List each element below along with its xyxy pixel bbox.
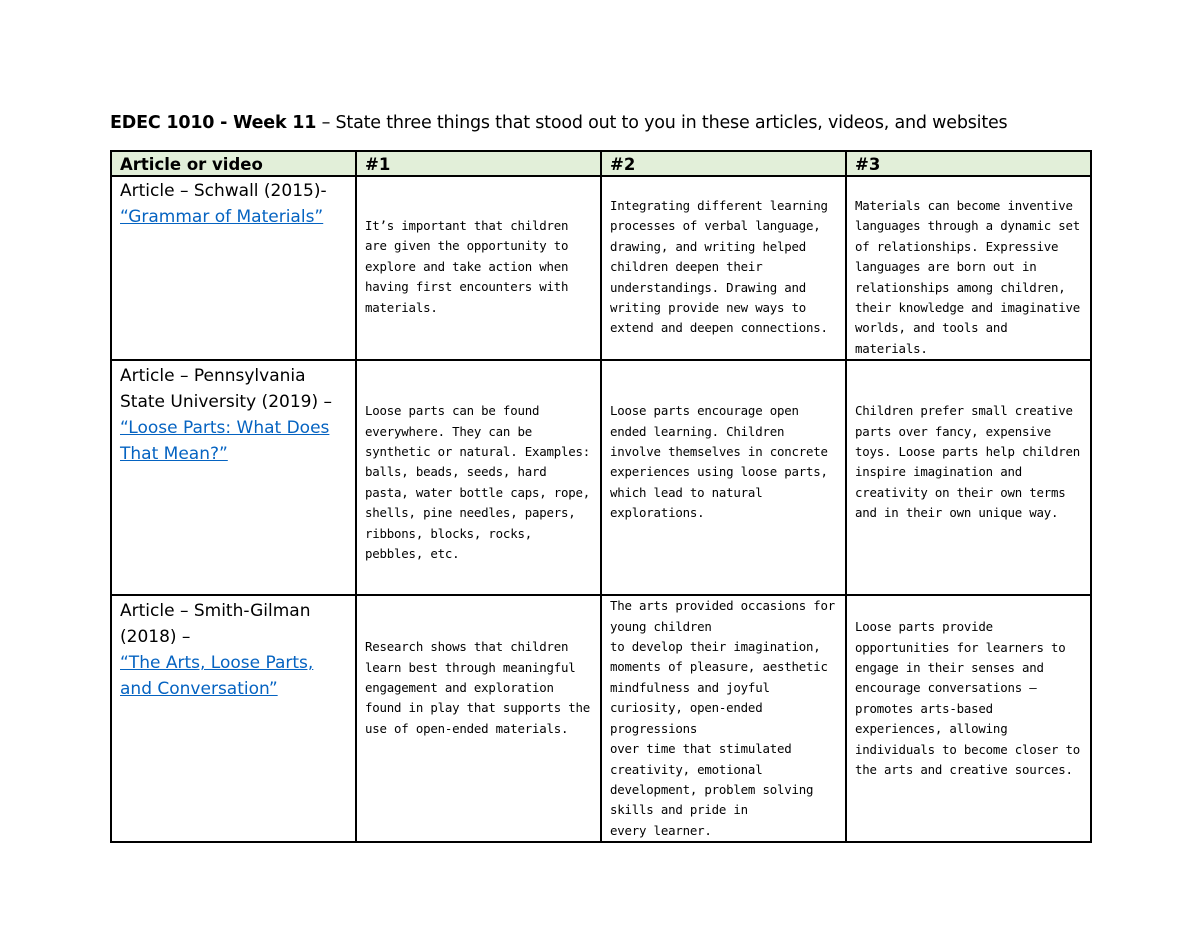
- note-text: The arts provided occasions for young children to develop their imagination, moments of pleasure, aesthetic mindfulness and joyful curiosity, open-ended progressions over time that stimulated creativity, emotional development, problem solving skills and pride in every learner.: [610, 598, 836, 838]
- document-title: [110, 113, 1007, 133]
- article-cell: [111, 595, 356, 842]
- note-text: Loose parts provide opportunities for learners to engage in their senses and encourage conversations – promotes arts-based experiences, allowing individuals to become closer to the arts and creative sources.: [855, 619, 1081, 778]
- note-text: Loose parts can be found everywhere. They can be synthetic or natural. Examples: balls, beads, seeds, hard pasta, water bottle caps, rope, shells, pine needles, papers, ribbons, blocks, rocks, pebbles, etc.: [365, 403, 591, 562]
- course-code: EDEC 1010: [110, 113, 215, 133]
- note-cell-2: [601, 360, 846, 595]
- article-cell: [111, 360, 356, 595]
- article-link[interactable]: “Loose Parts: What Does That Mean?”: [120, 418, 330, 465]
- note-text: Materials can become inventive languages through a dynamic set of relationships. Expressive languages are born out in relationships among children, their knowledge and imaginative worlds, and tools and materials.: [855, 198, 1081, 356]
- reflection-table: [110, 150, 1092, 843]
- note-text: It’s important that children are given the opportunity to explore and take action when having first encounters with materials.: [365, 218, 569, 315]
- table-row: [111, 595, 1091, 842]
- note-cell-2: [601, 595, 846, 842]
- note-cell-3: [846, 176, 1091, 360]
- article-link[interactable]: “The Arts, Loose Parts, and Conversation”: [120, 653, 314, 700]
- note-cell-1: [356, 360, 601, 595]
- note-cell-1: [356, 176, 601, 360]
- note-cell-3: [846, 360, 1091, 595]
- note-text: Children prefer small creative parts over fancy, expensive toys. Loose parts help children inspire imagination and creativity on their own terms and in their own unique way.: [855, 403, 1081, 521]
- article-source: Article – Smith-Gilman (2018) –: [120, 601, 311, 648]
- table-row: [111, 176, 1091, 360]
- week-label: Week 11: [233, 113, 317, 133]
- note-text: Integrating different learning processes of verbal language, drawing, and writing helped children deepen their understandings. Drawing and writing provide new ways to extend and deepen connections.: [610, 198, 828, 336]
- article-cell: [111, 176, 356, 360]
- note-text: Loose parts encourage open ended learning. Children involve themselves in concrete experiences using loose parts, which lead to natural explorations.: [610, 403, 828, 521]
- title-instruction: – State three things that stood out to you in these articles, videos, and websites: [316, 113, 1008, 133]
- table-row: [111, 360, 1091, 595]
- article-link[interactable]: “Grammar of Materials”: [120, 207, 324, 227]
- header-3: #3: [846, 151, 1091, 176]
- table-header-row: [111, 151, 1091, 176]
- title-separator: -: [214, 113, 234, 133]
- article-source: Article – Schwall (2015)-: [120, 181, 327, 201]
- note-text: Research shows that children learn best through meaningful engagement and exploration found in play that supports the use of open-ended materials.: [365, 639, 591, 736]
- note-cell-3: [846, 595, 1091, 842]
- header-2: #2: [601, 151, 846, 176]
- note-cell-2: [601, 176, 846, 360]
- header-1: #1: [356, 151, 601, 176]
- header-article: Article or video: [111, 151, 356, 176]
- note-cell-1: [356, 595, 601, 842]
- article-source: Article – Pennsylvania State University (2019) –: [120, 366, 332, 413]
